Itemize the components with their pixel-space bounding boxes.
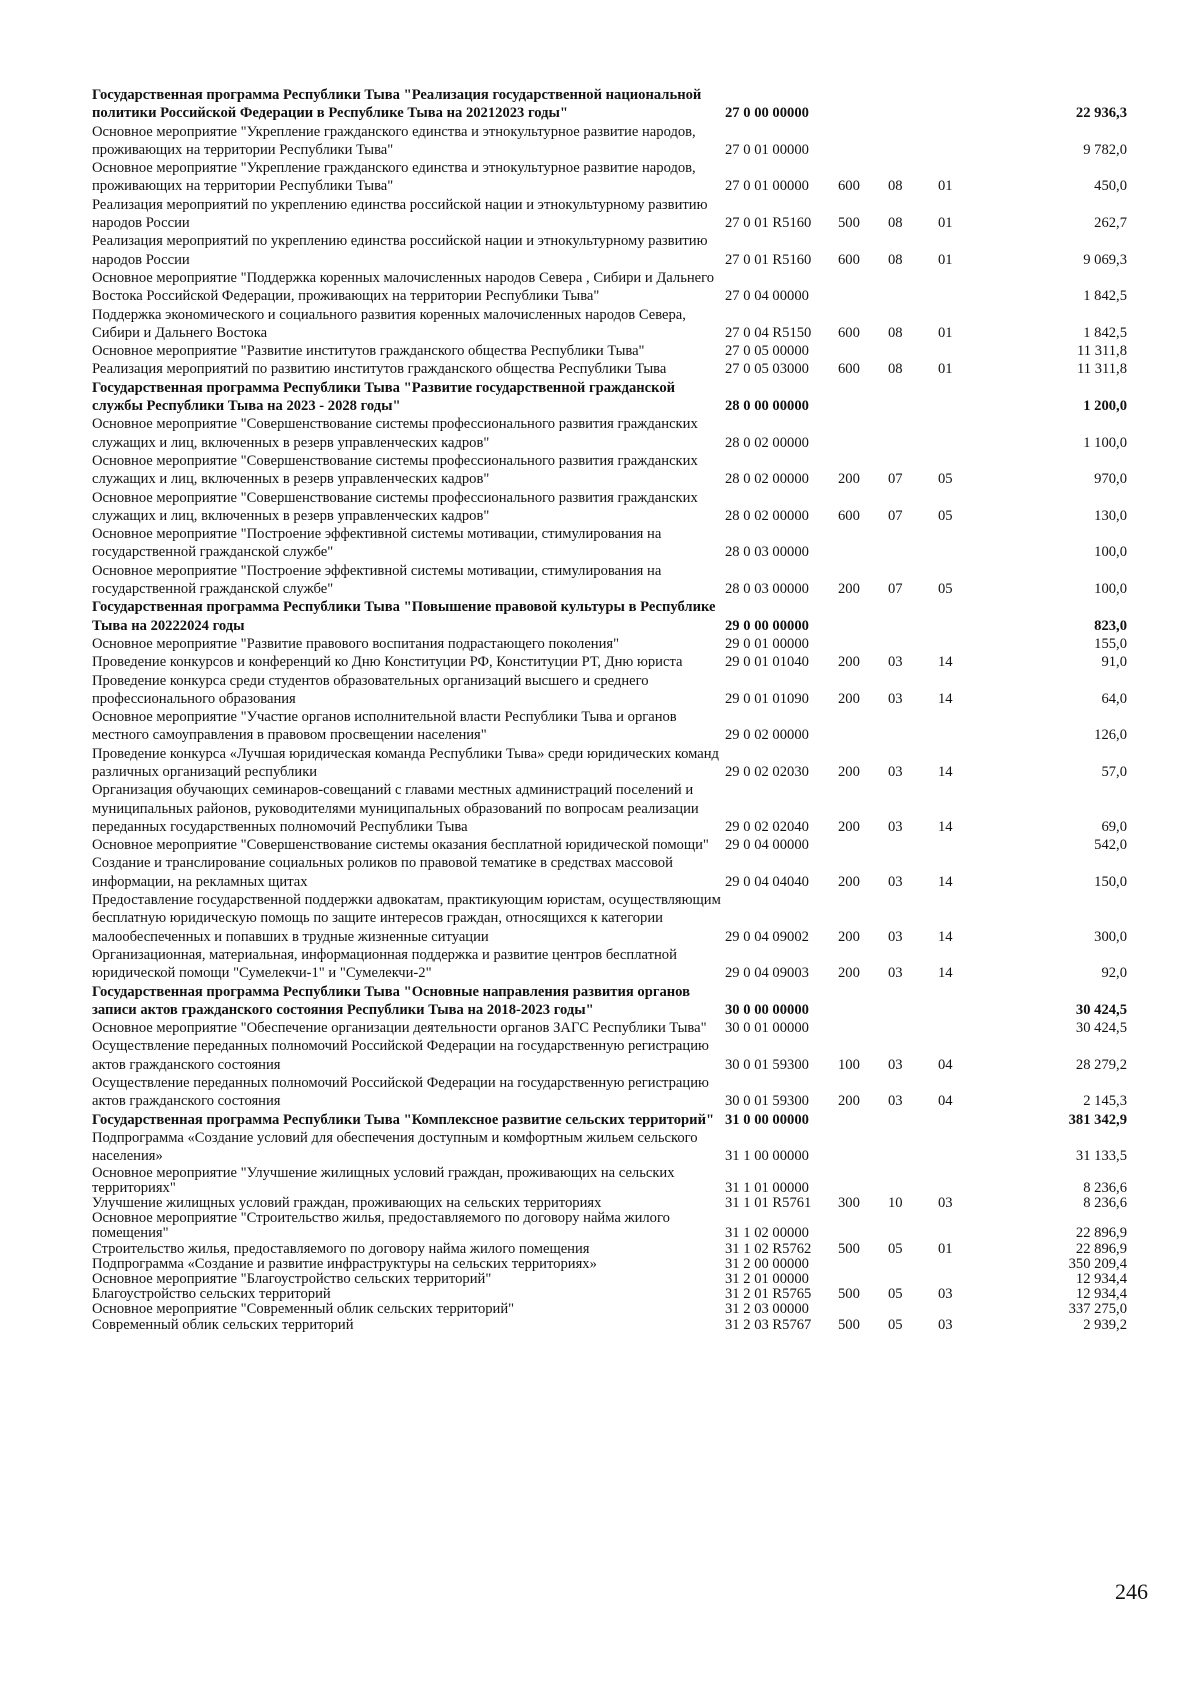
row-code: 31 2 00 00000 <box>725 1255 809 1272</box>
row-expense-type: 600 <box>838 178 860 195</box>
row-section: 08 <box>888 215 903 232</box>
row-subsection: 01 <box>938 324 953 341</box>
row-name: Организация обучающих семинаров-совещаний с главами местных администраций поселений и муниципальных районов, руководителями муниципальных образований по вопросам реализации переданных государственных полномочий Республики Тыва <box>92 782 699 835</box>
row-amount: 22 896,9 <box>1075 1225 1127 1242</box>
row-amount: 823,0 <box>1094 617 1127 634</box>
row-section: 05 <box>888 1286 903 1303</box>
table-row <box>92 269 1137 306</box>
row-section: 05 <box>888 1316 903 1333</box>
table-row <box>92 489 1137 526</box>
row-name: Осуществление переданных полномочий Российской Федерации на государственную регистрацию актов гражданского состояния <box>92 1075 709 1110</box>
row-code: 31 1 01 R5761 <box>725 1194 812 1211</box>
table-row <box>92 360 1137 378</box>
row-subsection: 14 <box>938 873 953 890</box>
row-subsection: 14 <box>938 690 953 707</box>
row-name: Предоставление государственной поддержки адвокатам, практикующим юристам, осуществляющим бесплатную юридическую помощь по защите интересов граждан, относящихся к категории малообеспеченных и попавших в трудные жизненные ситуации <box>92 892 721 945</box>
row-expense-type: 200 <box>838 581 860 598</box>
row-code: 31 2 03 R5767 <box>725 1316 812 1333</box>
row-subsection: 05 <box>938 581 953 598</box>
row-code: 27 0 01 R5160 <box>725 251 812 268</box>
row-expense-type: 100 <box>838 1056 860 1073</box>
row-code: 29 0 02 02030 <box>725 763 809 780</box>
program-row <box>92 379 1137 416</box>
row-name: Реализация мероприятий по укреплению единства российской нации и этнокультурному развитию народов России <box>92 233 708 268</box>
table-row <box>92 1302 1137 1317</box>
row-code: 29 0 02 02040 <box>725 818 809 835</box>
row-expense-type: 200 <box>838 1093 860 1110</box>
row-code: 28 0 02 00000 <box>725 434 809 451</box>
row-code: 29 0 04 04040 <box>725 873 809 890</box>
program-row <box>92 983 1137 1020</box>
row-name: Благоустройство сельских территорий <box>92 1286 331 1303</box>
row-expense-type: 600 <box>838 361 860 378</box>
row-amount: 1 842,5 <box>1083 288 1127 305</box>
row-section: 07 <box>888 471 903 488</box>
row-subsection: 03 <box>938 1194 953 1211</box>
row-section: 05 <box>888 1240 903 1257</box>
row-amount: 2 939,2 <box>1083 1316 1127 1333</box>
row-subsection: 14 <box>938 654 953 671</box>
row-code: 28 0 02 00000 <box>725 471 809 488</box>
table-row <box>92 946 1137 983</box>
row-amount: 92,0 <box>1101 965 1127 982</box>
table-row <box>92 745 1137 782</box>
row-code: 28 0 00 00000 <box>725 398 809 415</box>
row-amount: 12 934,4 <box>1075 1286 1127 1303</box>
row-section: 03 <box>888 873 903 890</box>
table-row <box>92 1019 1137 1037</box>
row-code: 29 0 04 09002 <box>725 928 809 945</box>
row-expense-type: 500 <box>838 215 860 232</box>
row-code: 29 0 00 00000 <box>725 617 809 634</box>
row-amount: 1 842,5 <box>1083 324 1127 341</box>
row-code: 27 0 05 03000 <box>725 361 809 378</box>
table-row <box>92 232 1137 269</box>
row-subsection: 03 <box>938 1316 953 1333</box>
row-code: 30 0 01 59300 <box>725 1056 809 1073</box>
row-subsection: 01 <box>938 215 953 232</box>
row-code: 27 0 01 00000 <box>725 141 809 158</box>
row-name: Государственная программа Республики Тыва "Повышение правовой культуры в Республике Тыва на 20222024 годы <box>92 599 716 634</box>
row-section: 07 <box>888 507 903 524</box>
row-subsection: 04 <box>938 1056 953 1073</box>
row-expense-type: 600 <box>838 324 860 341</box>
row-expense-type: 500 <box>838 1316 860 1333</box>
row-amount: 542,0 <box>1094 837 1127 854</box>
row-amount: 381 342,9 <box>1068 1111 1127 1128</box>
table-row <box>92 1037 1137 1074</box>
program-row <box>92 86 1137 123</box>
row-amount: 2 145,3 <box>1083 1093 1127 1110</box>
row-name: Основное мероприятие "Укрепление гражданского единства и этнокультурное развитие народов, проживающих на территории Республики Тыва" <box>92 123 696 158</box>
row-amount: 91,0 <box>1101 654 1127 671</box>
row-name: Проведение конкурса среди студентов образовательных организаций высшего и среднего профессионального образования <box>92 672 649 707</box>
row-name: Проведение конкурсов и конференций ко Дню Конституции РФ, Конституции РТ, Дню юриста <box>92 654 683 671</box>
row-name: Основное мероприятие "Современный облик сельских территорий" <box>92 1301 515 1318</box>
row-expense-type: 500 <box>838 1286 860 1303</box>
row-name: Основное мероприятие "Совершенствование системы профессионального развития гражданских служащих и лиц, включенных в резерв управленческих кадров" <box>92 489 698 524</box>
row-name: Основное мероприятие "Построение эффективной системы мотивации, стимулирования на государственной гражданской службе" <box>92 526 662 561</box>
row-amount: 30 424,5 <box>1075 1020 1127 1037</box>
table-row <box>92 1287 1137 1302</box>
row-name: Подпрограмма «Создание условий для обеспечения доступным и комфортным жильем сельского населения» <box>92 1129 698 1165</box>
table-row <box>92 836 1137 854</box>
row-name: Основное мероприятие "Строительство жилья, предоставляемого по договору найма жилого помещения" <box>92 1210 670 1242</box>
row-name: Строительство жилья, предоставляемого по договору найма жилого помещения <box>92 1240 590 1257</box>
row-code: 31 1 00 00000 <box>725 1148 809 1165</box>
row-amount: 100,0 <box>1094 544 1127 561</box>
row-section: 08 <box>888 251 903 268</box>
row-amount: 9 782,0 <box>1083 141 1127 158</box>
row-section: 03 <box>888 928 903 945</box>
table-row <box>92 196 1137 233</box>
row-expense-type: 200 <box>838 965 860 982</box>
budget-table <box>92 86 1137 1333</box>
row-name: Основное мероприятие "Укрепление гражданского единства и этнокультурное развитие народов, проживающих на территории Республики Тыва" <box>92 160 696 195</box>
row-amount: 150,0 <box>1094 873 1127 890</box>
row-amount: 30 424,5 <box>1075 1001 1127 1018</box>
row-name: Основное мероприятие "Совершенствование системы профессионального развития гражданских служащих и лиц, включенных в резерв управленческих кадров" <box>92 416 698 451</box>
row-name: Основное мероприятие "Совершенствование системы профессионального развития гражданских служащих и лиц, включенных в резерв управленческих кадров" <box>92 452 698 488</box>
row-expense-type: 600 <box>838 251 860 268</box>
program-row <box>92 1111 1137 1129</box>
row-code: 31 1 01 00000 <box>725 1179 809 1196</box>
row-amount: 262,7 <box>1094 215 1127 232</box>
row-expense-type: 200 <box>838 873 860 890</box>
table-row <box>92 159 1137 196</box>
row-name: Реализация мероприятий по развитию институтов гражданского общества Республики Тыва <box>92 361 667 378</box>
row-expense-type: 200 <box>838 654 860 671</box>
row-name: Основное мероприятие "Развитие институтов гражданского общества Республики Тыва" <box>92 343 645 360</box>
row-amount: 450,0 <box>1094 178 1127 195</box>
table-row <box>92 672 1137 709</box>
row-name: Улучшение жилищных условий граждан, проживающих на сельских территориях <box>92 1194 602 1211</box>
row-name: Основное мероприятие "Обеспечение организации деятельности органов ЗАГС Республики Тыва" <box>92 1020 707 1037</box>
row-subsection: 01 <box>938 1240 953 1257</box>
row-expense-type: 200 <box>838 471 860 488</box>
table-row <box>92 525 1137 562</box>
table-row <box>92 415 1137 452</box>
row-code: 27 0 04 R5150 <box>725 324 812 341</box>
table-row <box>92 1074 1137 1111</box>
row-code: 31 2 01 R5765 <box>725 1286 812 1303</box>
row-subsection: 01 <box>938 178 953 195</box>
row-amount: 155,0 <box>1094 635 1127 652</box>
row-code: 29 0 02 00000 <box>725 727 809 744</box>
row-section: 08 <box>888 324 903 341</box>
row-expense-type: 300 <box>838 1194 860 1211</box>
row-amount: 8 236,6 <box>1083 1179 1127 1196</box>
row-code: 31 2 03 00000 <box>725 1301 809 1318</box>
row-subsection: 14 <box>938 928 953 945</box>
row-code: 29 0 04 09003 <box>725 965 809 982</box>
row-name: Организационная, материальная, информационная поддержка и развитие центров бесплатной юридической помощи "Сумелекчи-1" и "Сумелекчи-2" <box>92 946 677 982</box>
row-amount: 11 311,8 <box>1077 361 1127 378</box>
row-amount: 11 311,8 <box>1077 343 1127 360</box>
row-code: 28 0 03 00000 <box>725 544 809 561</box>
row-amount: 350 209,4 <box>1068 1255 1127 1272</box>
row-expense-type: 200 <box>838 928 860 945</box>
row-section: 10 <box>888 1194 903 1211</box>
row-name: Осуществление переданных полномочий Российской Федерации на государственную регистрацию актов гражданского состояния <box>92 1038 709 1073</box>
table-row <box>92 1196 1137 1211</box>
row-code: 29 0 01 01090 <box>725 690 809 707</box>
row-name: Основное мероприятие "Улучшение жилищных условий граждан, проживающих на сельских территориях" <box>92 1164 675 1196</box>
table-row <box>92 562 1137 599</box>
row-subsection: 14 <box>938 763 953 780</box>
row-name: Основное мероприятие "Развитие правового воспитания подрастающего поколения" <box>92 635 620 652</box>
table-row <box>92 1318 1137 1333</box>
row-name: Основное мероприятие "Благоустройство сельских территорий" <box>92 1270 492 1287</box>
row-section: 03 <box>888 818 903 835</box>
row-name: Поддержка экономического и социального развития коренных малочисленных народов Севера, Сибири и Дальнего Востока <box>92 306 686 341</box>
row-expense-type: 200 <box>838 818 860 835</box>
row-code: 29 0 04 00000 <box>725 837 809 854</box>
table-row <box>92 891 1137 946</box>
table-row <box>92 123 1137 160</box>
row-subsection: 14 <box>938 818 953 835</box>
row-subsection: 01 <box>938 251 953 268</box>
table-row <box>92 306 1137 343</box>
table-row <box>92 1242 1137 1257</box>
row-name: Основное мероприятие "Поддержка коренных малочисленных народов Севера , Сибири и Дальнего Востока Российской Федерации, проживающих на территории Республики Тыва" <box>92 269 715 305</box>
row-section: 03 <box>888 1056 903 1073</box>
row-amount: 126,0 <box>1094 727 1127 744</box>
row-code: 27 0 05 00000 <box>725 343 809 360</box>
row-subsection: 05 <box>938 471 953 488</box>
row-code: 27 0 01 00000 <box>725 178 809 195</box>
row-code: 27 0 00 00000 <box>725 105 809 122</box>
row-amount: 9 069,3 <box>1083 251 1127 268</box>
table-row <box>92 1272 1137 1287</box>
row-amount: 69,0 <box>1101 818 1127 835</box>
row-code: 29 0 01 01040 <box>725 654 809 671</box>
row-amount: 970,0 <box>1094 471 1127 488</box>
row-name: Государственная программа Республики Тыва "Основные направления развития органов записи актов гражданского состояния Республики Тыва на 2018-2023 годы" <box>92 983 690 1018</box>
row-subsection: 04 <box>938 1093 953 1110</box>
row-name: Современный облик сельских территорий <box>92 1316 354 1333</box>
row-expense-type: 600 <box>838 507 860 524</box>
row-section: 03 <box>888 763 903 780</box>
row-name: Государственная программа Республики Тыва "Реализация государственной национальной политики Российской Федерации в Республике Тыва на 20212023 годы" <box>92 87 702 122</box>
row-section: 08 <box>888 178 903 195</box>
row-expense-type: 200 <box>838 690 860 707</box>
page-number: 246 <box>1115 1579 1148 1604</box>
row-amount: 57,0 <box>1101 763 1127 780</box>
row-code: 31 0 00 00000 <box>725 1111 809 1128</box>
row-amount: 31 133,5 <box>1075 1148 1127 1165</box>
table-row <box>92 1257 1137 1272</box>
row-section: 03 <box>888 1093 903 1110</box>
row-name: Государственная программа Республики Тыва "Комплексное развитие сельских территорий" <box>92 1111 715 1128</box>
row-subsection: 05 <box>938 507 953 524</box>
row-amount: 8 236,6 <box>1083 1194 1127 1211</box>
row-section: 07 <box>888 581 903 598</box>
row-code: 31 2 01 00000 <box>725 1270 809 1287</box>
row-amount: 300,0 <box>1094 928 1127 945</box>
table-row <box>92 342 1137 360</box>
row-amount: 12 934,4 <box>1075 1270 1127 1287</box>
row-amount: 22 936,3 <box>1075 105 1127 122</box>
row-code: 30 0 00 00000 <box>725 1001 809 1018</box>
row-code: 27 0 01 R5160 <box>725 215 812 232</box>
row-amount: 1 200,0 <box>1083 398 1127 415</box>
table-row <box>92 1129 1137 1166</box>
row-code: 30 0 01 59300 <box>725 1093 809 1110</box>
row-expense-type: 500 <box>838 1240 860 1257</box>
row-name: Реализация мероприятий по укреплению единства российской нации и этнокультурному развитию народов России <box>92 196 708 232</box>
row-code: 31 1 02 R5762 <box>725 1240 812 1257</box>
table-row <box>92 854 1137 891</box>
row-section: 03 <box>888 965 903 982</box>
row-code: 29 0 01 00000 <box>725 635 809 652</box>
row-code: 28 0 03 00000 <box>725 581 809 598</box>
row-section: 03 <box>888 690 903 707</box>
table-row <box>92 1166 1137 1196</box>
row-name: Основное мероприятие "Совершенствование системы оказания бесплатной юридической помощи" <box>92 837 709 854</box>
row-name: Основное мероприятие "Построение эффективной системы мотивации, стимулирования на государственной гражданской службе" <box>92 562 662 598</box>
row-amount: 22 896,9 <box>1075 1240 1127 1257</box>
row-subsection: 03 <box>938 1286 953 1303</box>
row-name: Основное мероприятие "Участие органов исполнительной власти Республики Тыва и органов местного самоуправления в правовом просвещении населения" <box>92 709 677 744</box>
table-row <box>92 708 1137 745</box>
row-subsection: 14 <box>938 965 953 982</box>
row-expense-type: 200 <box>838 763 860 780</box>
row-amount: 28 279,2 <box>1075 1056 1127 1073</box>
row-amount: 337 275,0 <box>1068 1301 1127 1318</box>
row-code: 30 0 01 00000 <box>725 1020 809 1037</box>
row-name: Создание и транслирование социальных роликов по правовой тематике в средствах массовой информации, на рекламных щитах <box>92 855 673 890</box>
row-code: 28 0 02 00000 <box>725 507 809 524</box>
table-row <box>92 653 1137 671</box>
row-section: 03 <box>888 654 903 671</box>
row-amount: 100,0 <box>1094 581 1127 598</box>
table-row <box>92 1211 1137 1241</box>
row-name: Проведение конкурса «Лучшая юридическая команда Республики Тыва» среди юридических команд различных организаций республики <box>92 745 719 780</box>
row-amount: 1 100,0 <box>1083 434 1127 451</box>
program-row <box>92 598 1137 635</box>
row-subsection: 01 <box>938 361 953 378</box>
table-row <box>92 781 1137 836</box>
row-section: 08 <box>888 361 903 378</box>
row-amount: 64,0 <box>1101 690 1127 707</box>
table-row <box>92 452 1137 489</box>
row-name: Государственная программа Республики Тыва "Развитие государственной гражданской службы Республики Тыва на 2023 - 2028 годы" <box>92 379 676 415</box>
row-code: 31 1 02 00000 <box>725 1225 809 1242</box>
row-name: Подпрограмма «Создание и развитие инфраструктуры на сельских территориях» <box>92 1255 597 1272</box>
row-code: 27 0 04 00000 <box>725 288 809 305</box>
row-amount: 130,0 <box>1094 507 1127 524</box>
table-row <box>92 635 1137 653</box>
